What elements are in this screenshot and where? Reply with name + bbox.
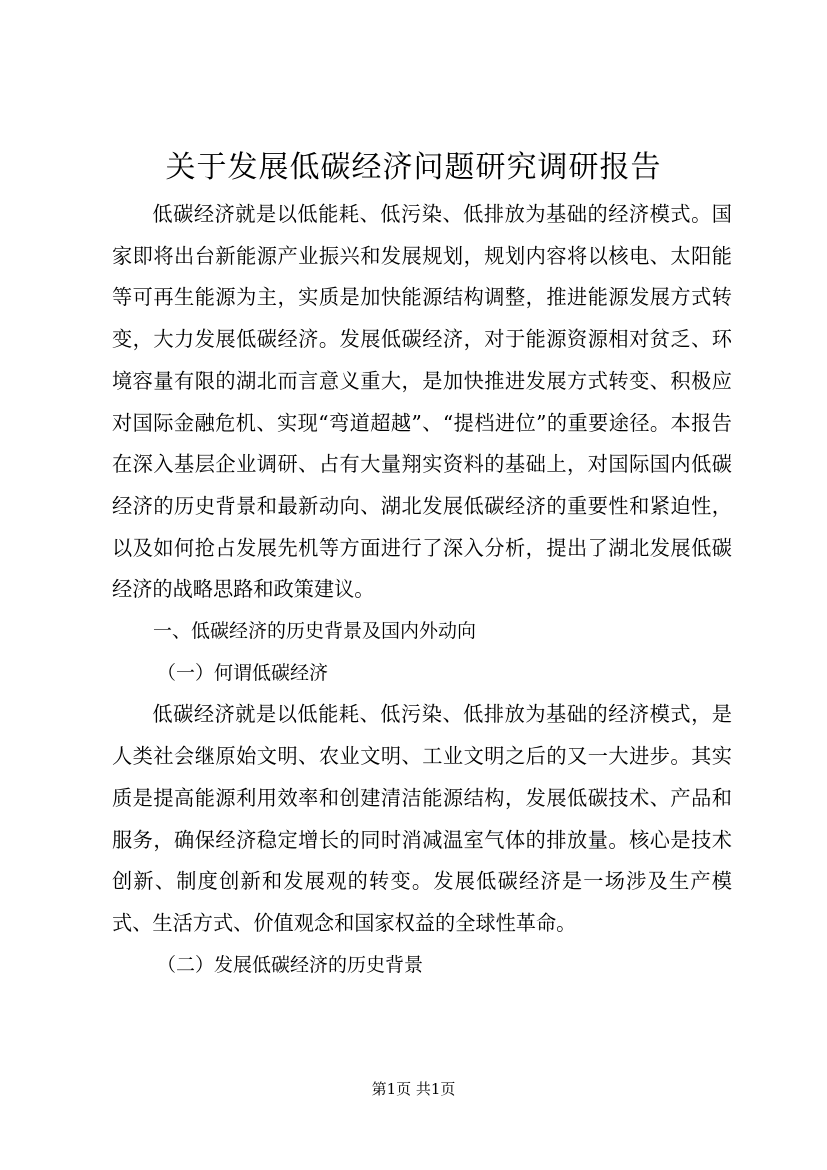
section-heading-1: 一、低碳经济的历史背景及国内外动向 [153,620,477,643]
subsection-heading-1-2: （二）发展低碳经济的历史背景 [157,953,424,976]
paragraph-intro: 低碳经济就是以低能耗、低污染、低排放为基础的经济模式。国家即将出台新能源产业振兴和发展规划，规划内容将以核电、太阳能等可再生能源为主，实质是加快能源结构调整，推进能源发展方式转变，大力发展低碳经济。发展低碳经济，对于能源资源相对贫乏、环境容量有限的湖北而言意义重大，是加快推进发展方式转变、积极应对国际金融危机、实现“弯道超越”、“提档进位”的重要途径。本报告在深入基层企业调研、占有大量翔实资料的基础上，对国际国内低碳经济的历史背景和最新动向、湖北发展低碳经济的重要性和紧迫性，以及如何抢占发展先机等方面进行了深入分析，提出了湖北发展低碳经济的战略思路和政策建议。 [112,202,732,602]
document-title: 关于发展低碳经济问题研究调研报告 [165,150,662,185]
page-number-footer: 第1页 共1页 [371,1080,456,1098]
paragraph-definition: 低碳经济就是以低能耗、低污染、低排放为基础的经济模式，是人类社会继原始文明、农业文明、工业文明之后的又一大进步。其实质是提高能源利用效率和创建清洁能源结构，发展低碳技术、产品和服务，确保经济稳定增长的同时消减温室气体的排放量。核心是技术创新、制度创新和发展观的转变。发展低碳经济是一场涉及生产模式、生活方式、价值观念和国家权益的全球性革命。 [112,702,732,935]
subsection-heading-1-1: （一）何谓低碳经济 [157,661,329,684]
document-body [112,194,732,986]
